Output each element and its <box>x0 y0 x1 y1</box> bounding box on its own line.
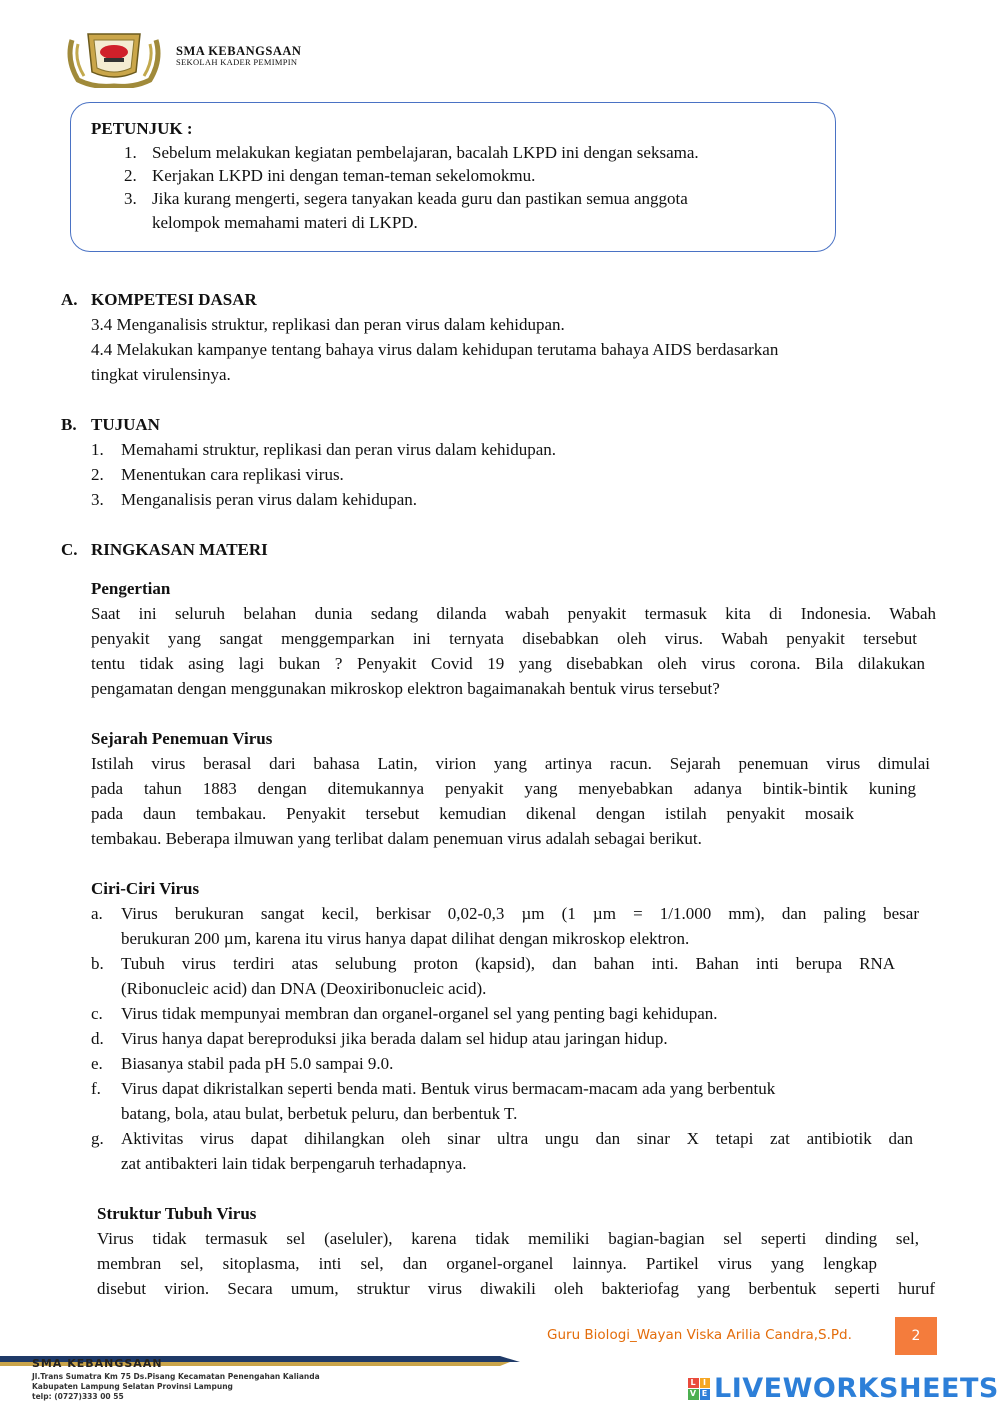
ciri-text: Virus berukuran sangat kecil, berkisar 0,02-0,3 µm (1 µm = 1/1.000 mm), dan paling besar <box>121 904 919 923</box>
petunjuk-item-text: kelompok memahami materi di LKPD. <box>152 213 418 232</box>
petunjuk-item-number: 1. <box>124 143 137 162</box>
ciri-text: berukuran 200 µm, karena itu virus hanya dapat dilihat dengan mikroskop elektron. <box>121 929 690 948</box>
petunjuk-item-number: 3. <box>124 189 137 208</box>
liveworksheets-brand: LIVEWORKSHEETS <box>714 1373 999 1404</box>
petunjuk-item-number: 2. <box>124 166 137 185</box>
section-a-letter: A. <box>61 290 78 309</box>
ciri-text: zat antibakteri lain tidak berpengaruh terhadapnya. <box>121 1154 467 1173</box>
lw-grid-letter: V <box>689 1389 697 1398</box>
petunjuk-item-text: Jika kurang mengerti, segera tanyakan keada guru dan pastikan semua anggota <box>152 189 688 208</box>
lw-grid-letter: L <box>688 1378 699 1389</box>
liveworksheets-logo[interactable] <box>688 1373 999 1404</box>
ciri-letter: d. <box>91 1029 104 1048</box>
ciri-text: batang, bola, atau bulat, berbetuk peluru, dan berbentuk T. <box>121 1104 518 1123</box>
ciri-text: Tubuh virus terdiri atas selubung proton (kapsid), dan bahan inti. Bahan inti berupa RNA <box>121 954 895 973</box>
ciri-title: Ciri-Ciri Virus <box>91 879 200 898</box>
header-school-tagline: SEKOLAH KADER PEMIMPIN <box>176 57 298 67</box>
kompetensi-line: tingkat virulensinya. <box>91 365 231 384</box>
section-c-letter: C. <box>61 540 78 559</box>
sejarah-line: Istilah virus berasal dari bahasa Latin, virion yang artinya racun. Sejarah penemuan virus dimulai <box>91 754 930 773</box>
struktur-line: disebut virion. Secara umum, struktur virus diwakili oleh bakteriofag yang berbentuk seperti huruf <box>97 1279 935 1298</box>
footer-address-line: telp: (0727)333 00 55 <box>32 1392 124 1401</box>
tujuan-text: Menentukan cara replikasi virus. <box>121 465 344 484</box>
ciri-text: Virus dapat dikristalkan seperti benda mati. Bentuk virus bermacam-macam ada yang berbentuk <box>121 1079 776 1098</box>
struktur-line: Virus tidak termasuk sel (aseluler), karena tidak memiliki bagian-bagian sel seperti dinding sel, <box>97 1229 919 1248</box>
ciri-letter: e. <box>91 1054 103 1073</box>
tujuan-text: Menganalisis peran virus dalam kehidupan. <box>121 490 418 509</box>
ciri-text: (Ribonucleic acid) dan DNA (Deoxiribonucleic acid). <box>121 979 487 998</box>
tujuan-number: 3. <box>91 490 104 509</box>
sejarah-line: pada tahun 1883 dengan ditemukannya penyakit yang menyebabkan adanya bintik-bintik kuning <box>91 779 916 798</box>
tujuan-number: 1. <box>91 440 104 459</box>
tujuan-number: 2. <box>91 465 104 484</box>
ciri-letter: b. <box>91 954 104 973</box>
lw-grid-letter: E <box>700 1389 711 1400</box>
section-c-heading: RINGKASAN MATERI <box>91 540 268 559</box>
ciri-text: Virus tidak mempunyai membran dan organel-organel sel yang penting bagi kehidupan. <box>121 1004 718 1023</box>
pengertian-line: tentu tidak asing lagi bukan ? Penyakit Covid 19 yang disebabkan oleh virus corona. Bila dilakukan <box>91 654 925 673</box>
lw-grid-letter: I <box>700 1378 711 1389</box>
school-logo <box>64 28 164 88</box>
struktur-line: membran sel, sitoplasma, inti sel, dan organel-organel lainnya. Partikel virus yang lengkap <box>97 1254 877 1273</box>
tujuan-text: Memahami struktur, replikasi dan peran virus dalam kehidupan. <box>121 440 557 459</box>
footer-author: Guru Biologi_Wayan Viska Arilia Candra,S.Pd. <box>547 1327 852 1343</box>
ciri-letter: a. <box>91 904 103 923</box>
ciri-letter: c. <box>91 1004 103 1023</box>
liveworksheets-icon <box>688 1378 710 1400</box>
footer-address-line: Jl.Trans Sumatra Km 75 Ds.Pisang Kecamatan Penengahan Kalianda <box>32 1372 320 1381</box>
pengertian-title: Pengertian <box>91 579 171 598</box>
footer-school-name: SMA KEBANGSAAN <box>32 1357 163 1370</box>
pengertian-line: penyakit yang sangat menggemparkan ini ternyata disebabkan oleh virus. Wabah penyakit tersebut <box>91 629 917 648</box>
sejarah-line: pada daun tembakau. Penyakit tersebut kemudian dikenal dengan istilah penyakit mosaik <box>91 804 854 823</box>
kompetensi-line: 4.4 Melakukan kampanye tentang bahaya virus dalam kehidupan terutama bahaya AIDS berdasarkan <box>91 340 779 359</box>
sejarah-line: tembakau. Beberapa ilmuwan yang terlibat dalam penemuan virus adalah sebagai berikut. <box>91 829 702 848</box>
ciri-text: Biasanya stabil pada pH 5.0 sampai 9.0. <box>121 1054 394 1073</box>
pengertian-line: Saat ini seluruh belahan dunia sedang dilanda wabah penyakit termasuk kita di Indonesia. Wabah <box>91 604 936 623</box>
footer-address-line: Kabupaten Lampung Selatan Provinsi Lampung <box>32 1382 233 1391</box>
struktur-title: Struktur Tubuh Virus <box>97 1204 257 1223</box>
pengertian-line: pengamatan dengan menggunakan mikroskop elektron bagaimanakah bentuk virus tersebut? <box>91 679 720 698</box>
page-number: 2 <box>895 1317 937 1355</box>
section-b-heading: TUJUAN <box>91 415 160 434</box>
header-school-name: SMA KEBANGSAAN <box>176 44 302 58</box>
kompetensi-line: 3.4 Menganalisis struktur, replikasi dan peran virus dalam kehidupan. <box>91 315 565 334</box>
section-b-letter: B. <box>61 415 77 434</box>
section-a-heading: KOMPETESI DASAR <box>91 290 257 309</box>
petunjuk-title: PETUNJUK : <box>91 119 193 138</box>
ciri-letter: g. <box>91 1129 104 1148</box>
ciri-text: Aktivitas virus dapat dihilangkan oleh sinar ultra ungu dan sinar X tetapi zat antibiotik dan <box>121 1129 913 1148</box>
ciri-text: Virus hanya dapat bereproduksi jika berada dalam sel hidup atau jaringan hidup. <box>121 1029 668 1048</box>
ciri-letter: f. <box>91 1079 101 1098</box>
petunjuk-item-text: Sebelum melakukan kegiatan pembelajaran, bacalah LKPD ini dengan seksama. <box>152 143 699 162</box>
sejarah-title: Sejarah Penemuan Virus <box>91 729 273 748</box>
petunjuk-item-text: Kerjakan LKPD ini dengan teman-teman sekelomokmu. <box>152 166 536 185</box>
